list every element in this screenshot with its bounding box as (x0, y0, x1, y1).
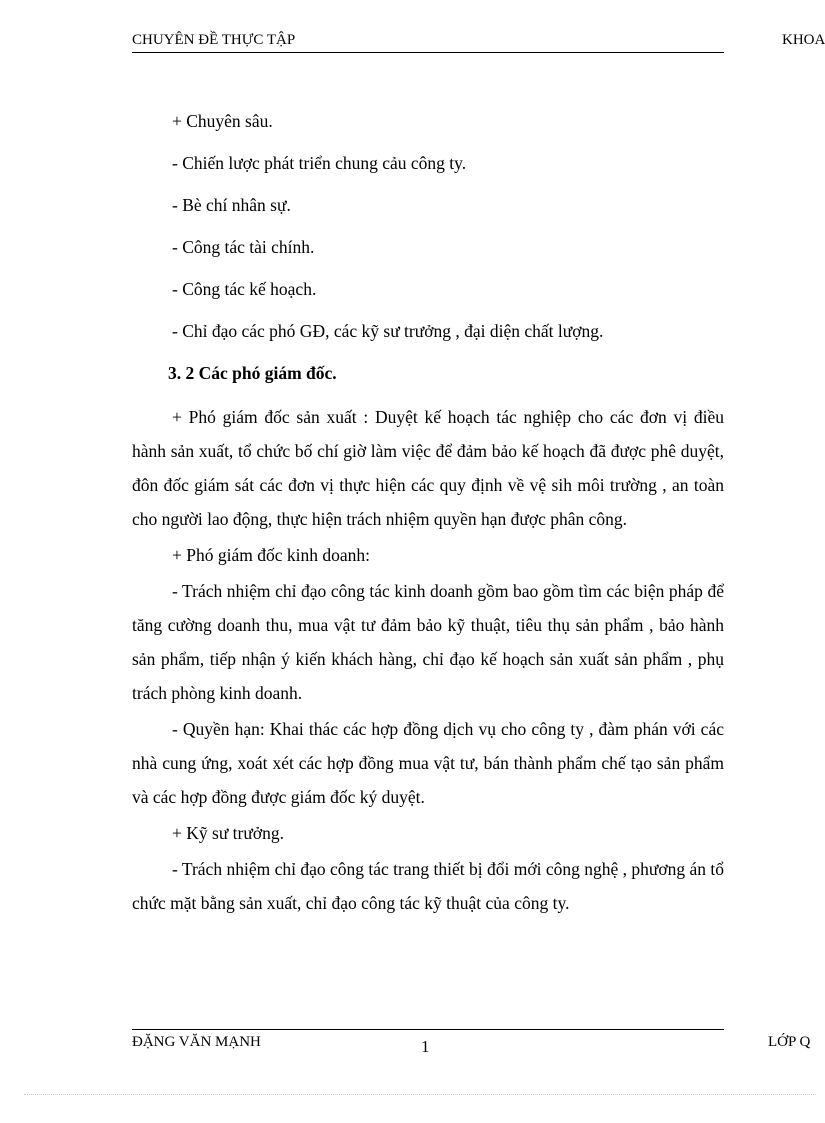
page-break-line (24, 1094, 816, 1095)
header-title: CHUYÊN ĐỀ THỰC TẬP (132, 32, 296, 48)
list-item: - Công tác kế hoạch. (172, 279, 317, 299)
paragraph-business-responsibility: - Trách nhiệm chỉ đạo công tác kinh doanh gồm bao gồm tìm các biện pháp để tăng cường doanh thu, mua vật tư đảm bảo kỹ thuật, tiêu thụ sản phẩm , bảo hành sản phẩm, tiếp nhận ý kiến khách hàng, chỉ đạo kế hoạch sản xuất sản phẩm , phụ trách phòng kinh doanh. (132, 581, 724, 703)
list-item: - Bè chí nhân sự. (172, 195, 291, 215)
page-number: 1 (421, 1037, 430, 1056)
footer-author: ĐẶNG VĂN MẠNH (132, 1034, 261, 1050)
document-body (132, 108, 724, 922)
list-item: - Chỉ đạo các phó GĐ, các kỹ sư trưởng , đại diện chất lượng. (172, 321, 604, 341)
paragraph-chief-engineer-title: + Kỹ sư trưởng. (172, 823, 284, 843)
list-item: - Công tác tài chính. (172, 237, 315, 257)
section-heading: 3. 2 Các phó giám đốc. (168, 363, 337, 383)
paragraph-business-deputy-title: + Phó giám đốc kinh doanh: (172, 545, 370, 565)
paragraph-production-deputy: + Phó giám đốc sản xuất : Duyệt kế hoạch tác nghiệp cho các đơn vị điều hành sản xuất, tổ chức bố chí giờ làm việc để đảm bảo kế hoạch đã được phê duyệt, đôn đốc giám sát các đơn vị thực hiện các quy định về vệ sih môi trường , an toàn cho người lao động, thực hiện trách nhiệm quyền hạn được phân công. (132, 407, 724, 529)
list-item: + Chuyên sâu. (172, 111, 273, 131)
list-item: - Chiến lược phát triển chung cảu công ty. (172, 153, 467, 173)
header-rule (132, 52, 724, 53)
header-department: KHOA (782, 32, 825, 48)
paragraph-business-authority: - Quyền hạn: Khai thác các hợp đồng dịch vụ cho công ty , đàm phán với các nhà cung ứng, xoát xét các hợp đồng mua vật tư, bán thành phẩm chế tạo sản phẩm và các hợp đồng được giám đốc ký duyệt. (132, 719, 724, 807)
footer-class: LỚP Q (768, 1034, 811, 1050)
footer-rule (132, 1029, 724, 1030)
paragraph-chief-engineer-responsibility: - Trách nhiệm chỉ đạo công tác trang thiết bị đổi mới công nghệ , phương án tổ chức mặt bằng sản xuất, chỉ đạo công tác kỹ thuật của công ty. (132, 859, 724, 913)
